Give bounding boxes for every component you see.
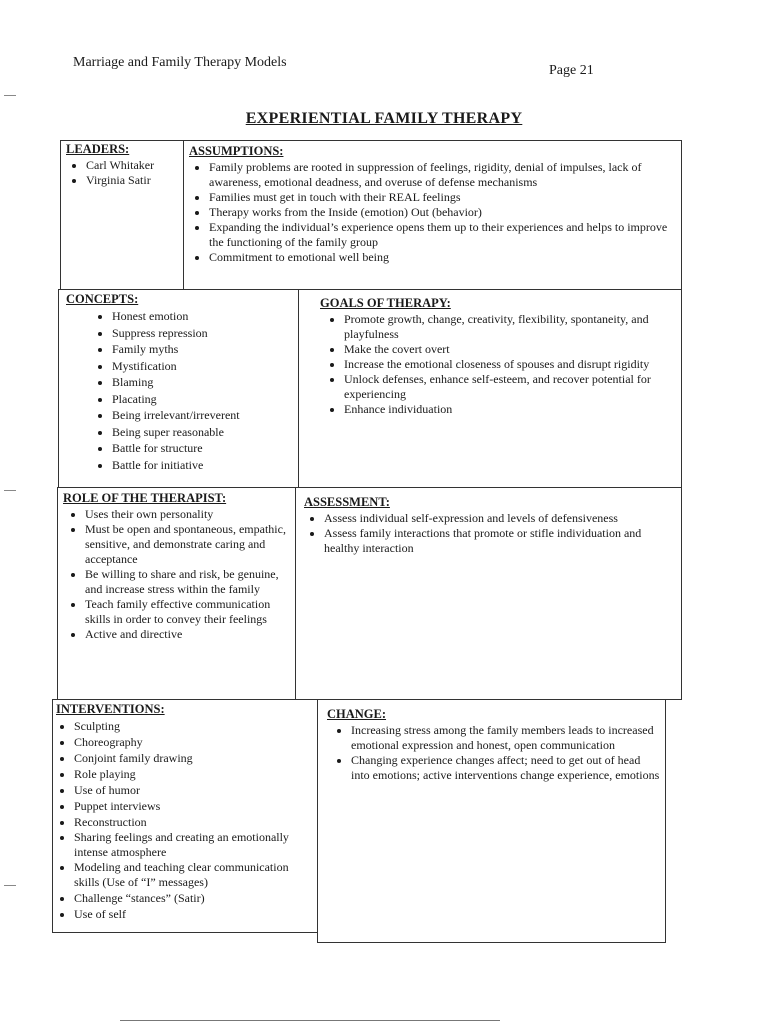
list-item: • Changing experience changes affect; need to get out of head into emotions; active interventions change experience, emotions [351,753,661,783]
page-number: Page 21 [549,63,594,78]
list-item: • Battle for initiative [112,457,296,474]
list-item: • Being super reasonable [112,424,296,441]
page-title: EXPERIENTIAL FAMILY THERAPY [245,110,523,127]
list-item: • Placating [112,391,296,408]
therapist-role-content [63,491,291,642]
list-item: • Blaming [112,374,296,391]
margin-mark [4,95,16,96]
list-item: • Enhance individuation [344,402,676,417]
list-item: • Family myths [112,341,296,358]
list-item: • Increase the emotional closeness of spouses and disrupt rigidity [344,357,676,372]
goals-content [320,296,676,417]
list-item: • Puppet interviews [74,798,314,814]
list-item: • Battle for structure [112,440,296,457]
list-item: • Therapy works from the Inside (emotion) Out (behavior) [209,205,677,220]
list-item: • Being irrelevant/irreverent [112,407,296,424]
list-item: • Families must get in touch with their REAL feelings [209,190,677,205]
list-item: • Family problems are rooted in suppression of feelings, rigidity, denial of impulses, lack of awareness, emotional deadness, and overuse of defense mechanisms [209,160,677,190]
list-item: • Assess family interactions that promote or stifle individuation and healthy interaction [324,526,676,556]
list-item: • Teach family effective communication skills in order to convey their feelings [85,597,291,627]
leaders-content [66,142,182,188]
goals-heading: GOALS OF THERAPY: [320,296,451,310]
list-item: • Choreography [74,734,314,750]
therapist-role-list [63,507,291,642]
interventions-heading: INTERVENTIONS: [56,702,165,716]
change-heading: CHANGE: [327,707,387,721]
assumptions-heading: ASSUMPTIONS: [189,144,284,158]
concepts-heading: CONCEPTS: [66,292,139,306]
assumptions-list [189,160,677,265]
therapist-role-heading: ROLE OF THE THERAPIST: [63,491,227,505]
list-item: • Mystification [112,358,296,375]
list-item: • Modeling and teaching clear communication skills (Use of “I” messages) [74,860,314,890]
list-item: • Active and directive [85,627,291,642]
margin-mark [4,885,16,886]
list-item: • Sharing feelings and creating an emotionally intense atmosphere [74,830,314,860]
change-list [327,723,661,783]
list-item: • Use of self [74,906,314,922]
list-item: • Honest emotion [112,308,296,325]
list-item: • Conjoint family drawing [74,750,314,766]
list-item: • Role playing [74,766,314,782]
leaders-list [66,158,182,188]
list-item: • Must be open and spontaneous, empathic, sensitive, and demonstrate caring and acceptance [85,522,291,567]
list-item: • Commitment to emotional well being [209,250,677,265]
margin-mark [4,490,16,491]
assessment-heading: ASSESSMENT: [304,495,390,509]
list-item: • Sculpting [74,718,314,734]
list-item: • Be willing to share and risk, be genuine, and increase stress within the family [85,567,291,597]
list-item: • Suppress repression [112,325,296,342]
document-header: Marriage and Family Therapy Models [73,55,287,70]
list-item: • Unlock defenses, enhance self-esteem, and recover potential for experiencing [344,372,676,402]
list-item: • Virginia Satir [86,173,182,188]
concepts-content [66,292,296,473]
footer-rule [120,1020,500,1021]
list-item: • Assess individual self-expression and levels of defensiveness [324,511,676,526]
list-item: • Increasing stress among the family members leads to increased emotional expression and honest, open communication [351,723,661,753]
list-item: • Expanding the individual’s experience opens them up to their experiences and helps to improve the functioning of the family group [209,220,677,250]
list-item: • Uses their own personality [85,507,291,522]
goals-list [320,312,676,417]
interventions-content [56,702,314,922]
list-item: • Use of humor [74,782,314,798]
list-item: • Make the covert overt [344,342,676,357]
assessment-content [304,495,676,556]
interventions-list [56,718,314,922]
change-content [327,707,661,783]
leaders-heading: LEADERS: [66,142,130,156]
concepts-list [66,308,296,473]
assumptions-content [189,144,677,265]
assessment-list [304,511,676,556]
list-item: • Challenge “stances” (Satir) [74,890,314,906]
list-item: • Promote growth, change, creativity, flexibility, spontaneity, and playfulness [344,312,676,342]
list-item: • Reconstruction [74,814,314,830]
list-item: • Carl Whitaker [86,158,182,173]
